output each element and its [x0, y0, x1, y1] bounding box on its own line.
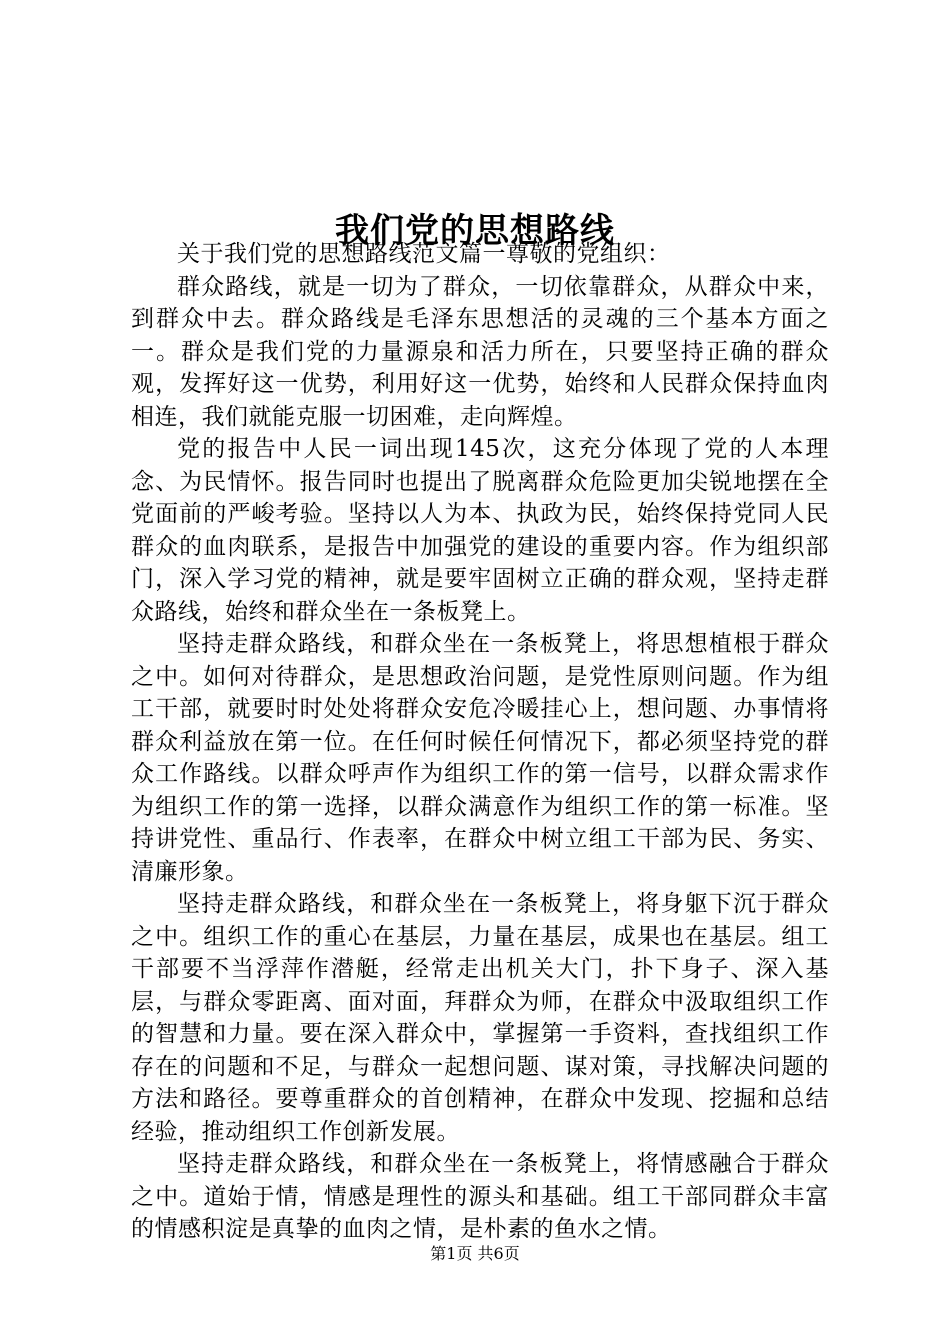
paragraph-thought: 坚持走群众路线，和群众坐在一条板凳上，将思想植根于群众之中。如何对待群众，是思想政治问题，是党性原则问题。作为组工干部，就要时时处处将群众安危冷暖挂心上，想问题、办事情将群众利益放在第一位。在任何时候任何情况下，都必须坚持党的群众工作路线。以群众呼声作为组织工作的第一信号，以群众需求作为组织工作的第一选择，以群众满意作为组织工作的第一标准。坚持讲党性、重品行、作表率，在群众中树立组工干部为民、务实、清廉形象。 [131, 631, 829, 885]
page-number: 第1页 共6页 [430, 1244, 520, 1263]
paragraph-intro: 关于我们党的思想路线范文篇一尊敬的党组织： [177, 241, 671, 267]
paragraph-report: 党的报告中人民一词出现145次，这充分体现了党的人本理念、为民情怀。报告同时也提出了脱离群众危险更加尖锐地摆在全党面前的严峻考验。坚持以人为本、执政为民，始终保持党同人民群众的血肉联系，是报告中加强党的建设的重要内容。作为组织部门，深入学习党的精神，就是要牢固树立正确的群众观，坚持走群众路线，始终和群众坐在一条板凳上。 [131, 436, 829, 625]
paragraph-mass-line: 群众路线，就是一切为了群众，一切依靠群众，从群众中来，到群众中去。群众路线是毛泽东思想活的灵魂的三个基本方面之一。群众是我们党的力量源泉和活力所在，只要坚持正确的群众观，发挥好这一优势，利用好这一优势，始终和人民群众保持血肉相连，我们就能克服一切困难，走向辉煌。 [131, 273, 829, 430]
document-body [131, 238, 829, 1246]
paragraph-body: 坚持走群众路线，和群众坐在一条板凳上，将身躯下沉于群众之中。组织工作的重心在基层，力量在基层，成果也在基层。组工干部要不当浮萍作潜艇，经常走出机关大门，扑下身子、深入基层，与群众零距离、面对面，拜群众为师，在群众中汲取组织工作的智慧和力量。要在深入群众中，掌握第一手资料，查找组织工作存在的问题和不足，与群众一起想问题、谋对策，寻找解决问题的方法和路径。要尊重群众的首创精神，在群众中发现、挖掘和总结经验，推动组织工作创新发展。 [131, 891, 829, 1145]
document-title: 我们党的思想路线 [335, 210, 615, 251]
paragraph-emotion: 坚持走群众路线，和群众坐在一条板凳上，将情感融合于群众之中。道始于情，情感是理性的源头和基础。组工干部同群众丰富的情感积淀是真挚的血肉之情，是朴素的鱼水之情。 [131, 1151, 829, 1242]
